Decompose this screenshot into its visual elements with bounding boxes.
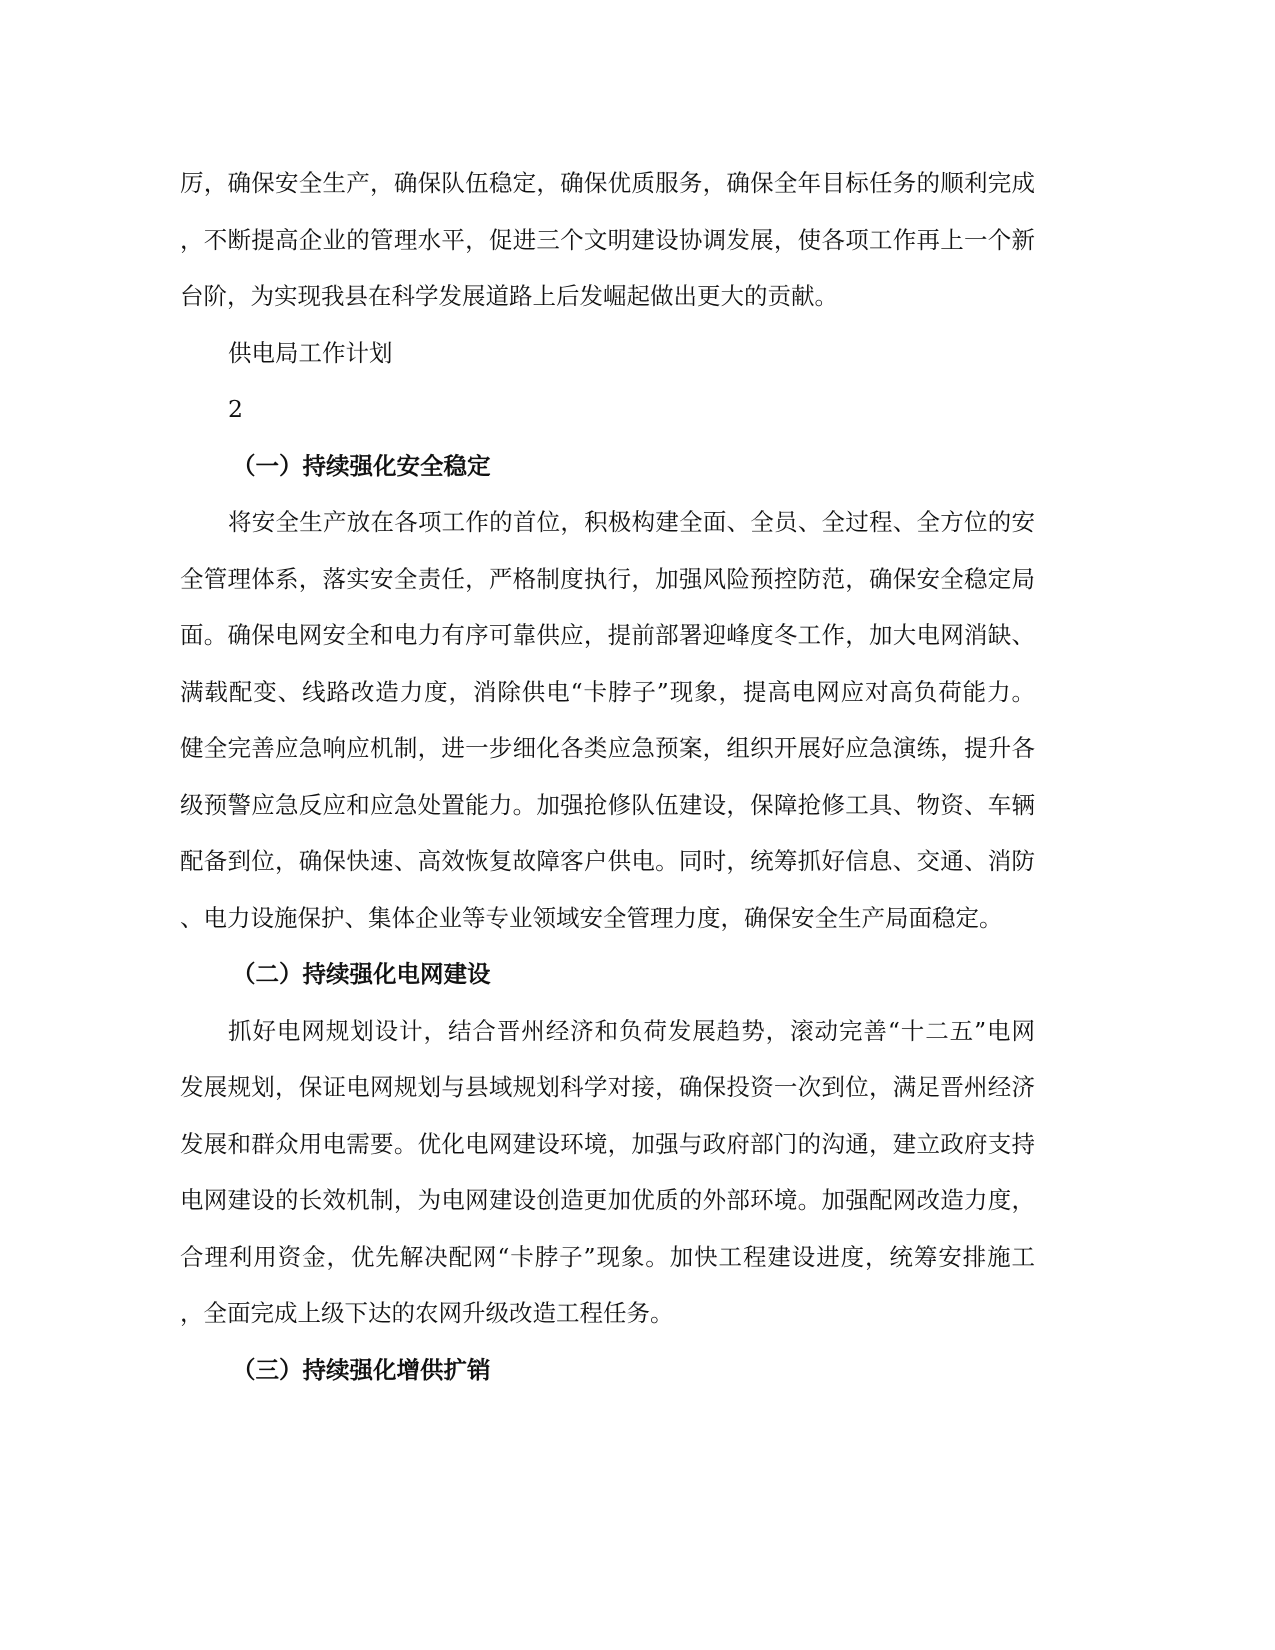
paragraph-line: 面。确保电网安全和电力有序可靠供应，提前部署迎峰度冬工作，加大电网消缺、 xyxy=(180,621,1035,649)
paragraph-line: 健全完善应急响应机制，进一步细化各类应急预案，组织开展好应急演练，提升各 xyxy=(180,734,1035,762)
page-number: 2 xyxy=(228,395,243,423)
paragraph-line: 厉，确保安全生产，确保队伍稳定，确保优质服务，确保全年目标任务的顺利完成 xyxy=(180,169,1035,197)
paragraph-line: 抓好电网规划设计，结合晋州经济和负荷发展趋势，滚动完善“十二五”电网 xyxy=(228,1016,1035,1045)
section-3 xyxy=(180,1342,1035,1399)
paragraph-line: 合理利用资金，优先解决配网“卡脖子”现象。加快工程建设进度，统筹安排施工 xyxy=(180,1242,1035,1271)
paragraph-line: ，不断提高企业的管理水平，促进三个文明建设协调发展，使各项工作再上一个新 xyxy=(180,225,1035,254)
paragraph-line: 将安全生产放在各项工作的首位，积极构建全面、全员、全过程、全方位的安 xyxy=(228,508,1035,536)
paragraph-line: 全管理体系，落实安全责任，严格制度执行，加强风险预控防范，确保安全稳定局 xyxy=(180,564,1035,593)
document-page xyxy=(180,155,1035,1398)
section-heading: （一）持续强化安全稳定 xyxy=(232,451,491,480)
paragraph-line: 级预警应急反应和应急处置能力。加强抢修队伍建设，保障抢修工具、物资、车辆 xyxy=(180,790,1035,819)
paragraph-line: 配备到位，确保快速、高效恢复故障客户供电。同时，统筹抓好信息、交通、消防 xyxy=(180,847,1035,875)
document-title: 供电局工作计划 xyxy=(228,338,393,367)
paragraph-line: 发展规划，保证电网规划与县域规划科学对接，确保投资一次到位，满足晋州经济 xyxy=(180,1073,1035,1101)
section-2 xyxy=(180,946,1035,1342)
paragraph-line: 电网建设的长效机制，为电网建设创造更加优质的外部环境。加强配网改造力度， xyxy=(180,1186,1035,1214)
paragraph-line: ，全面完成上级下达的农网升级改造工程任务。 xyxy=(180,1299,674,1327)
section-1 xyxy=(180,438,1035,947)
paragraph-line: 满载配变、线路改造力度，消除供电“卡脖子”现象，提高电网应对高负荷能力。 xyxy=(180,677,1035,706)
section-heading: （二）持续强化电网建设 xyxy=(232,960,491,988)
paragraph-line: 发展和群众用电需要。优化电网建设环境，加强与政府部门的沟通，建立政府支持 xyxy=(180,1129,1035,1158)
paragraph-line: 、电力设施保护、集体企业等专业领域安全管理力度，确保安全生产局面稳定。 xyxy=(180,903,1003,932)
section-heading: （三）持续强化增供扩销 xyxy=(232,1355,491,1384)
intro-paragraph xyxy=(180,155,1035,325)
paragraph-line: 台阶，为实现我县在科学发展道路上后发崛起做出更大的贡献。 xyxy=(180,282,838,310)
